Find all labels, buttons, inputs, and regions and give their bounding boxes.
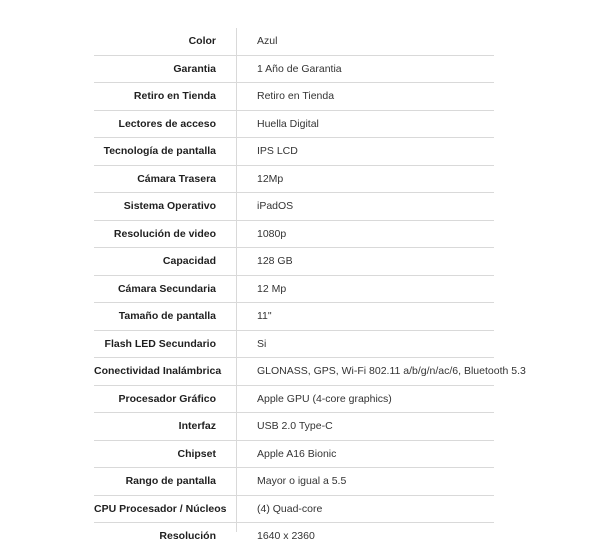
spec-label: Tamaño de pantalla [118, 310, 216, 323]
spec-value: Si [257, 337, 267, 350]
spec-label: Resolución de video [113, 227, 216, 240]
spec-value: Retiro en Tienda [257, 90, 335, 103]
spec-label: Interfaz [178, 420, 216, 433]
spec-row-garantia [94, 56, 494, 84]
spec-value: Huella Digital [257, 117, 319, 130]
spec-row-resolucion-de-video [94, 221, 494, 249]
spec-label: Tecnología de pantalla [103, 145, 216, 158]
spec-value: IPS LCD [257, 145, 298, 158]
spec-row-color [94, 28, 494, 56]
spec-row-sistema-operativo [94, 193, 494, 221]
spec-table [0, 28, 600, 550]
spec-value: 1080p [257, 227, 287, 240]
spec-value: 1 Año de Garantia [257, 62, 342, 75]
spec-row-flash-led-secundario [94, 331, 494, 359]
spec-row-tecnologia-de-pantalla [94, 138, 494, 166]
spec-row-procesador-grafico [94, 386, 494, 414]
spec-row-camara-trasera [94, 166, 494, 194]
spec-label: Capacidad [162, 255, 216, 268]
spec-row-retiro-en-tienda [94, 83, 494, 111]
spec-value: Apple A16 Bionic [257, 447, 337, 460]
spec-value: 12Mp [257, 172, 284, 185]
spec-label: Retiro en Tienda [133, 90, 216, 103]
spec-value: USB 2.0 Type-C [257, 420, 333, 433]
spec-value: 11" [257, 310, 272, 323]
spec-row-lectores-de-acceso [94, 111, 494, 139]
spec-value: 128 GB [257, 255, 293, 268]
spec-value: Mayor o igual a 5.5 [257, 475, 347, 488]
spec-value: 1640 x 2360 [257, 530, 315, 543]
spec-label: Rango de pantalla [125, 475, 216, 488]
spec-value: 12 Mp [257, 282, 287, 295]
spec-label: Flash LED Secundario [104, 337, 216, 350]
spec-row-interfaz [94, 413, 494, 441]
spec-value: GLONASS, GPS, Wi-Fi 802.11 a/b/g/n/ac/6, Bluetooth 5.3 [257, 365, 526, 378]
spec-label: Cámara Secundaria [117, 282, 216, 295]
spec-label: Chipset [177, 447, 216, 460]
spec-label: CPU Procesador / Núcleos [94, 502, 227, 515]
spec-row-camara-secundaria [94, 276, 494, 304]
spec-row-tamano-de-pantalla [94, 303, 494, 331]
spec-row-chipset [94, 441, 494, 469]
spec-label: Resolución [159, 530, 216, 543]
spec-label: Sistema Operativo [123, 200, 216, 213]
spec-value: Azul [257, 35, 278, 48]
spec-row-rango-de-pantalla [94, 468, 494, 496]
spec-label: Conectividad Inalámbrica [94, 365, 222, 378]
spec-label: Procesador Gráfico [118, 392, 216, 405]
spec-label: Lectores de acceso [118, 117, 216, 130]
spec-row-resolucion [94, 523, 494, 550]
spec-label: Garantia [173, 62, 216, 75]
spec-label: Color [188, 35, 216, 48]
spec-value: iPadOS [257, 200, 294, 213]
spec-row-conectividad-inalambrica [94, 358, 526, 386]
spec-row-cpu-procesador-nucleos [94, 496, 494, 524]
spec-label: Cámara Trasera [137, 172, 216, 185]
spec-row-capacidad [94, 248, 494, 276]
spec-value: (4) Quad-core [257, 502, 323, 515]
spec-value: Apple GPU (4-core graphics) [257, 392, 392, 405]
